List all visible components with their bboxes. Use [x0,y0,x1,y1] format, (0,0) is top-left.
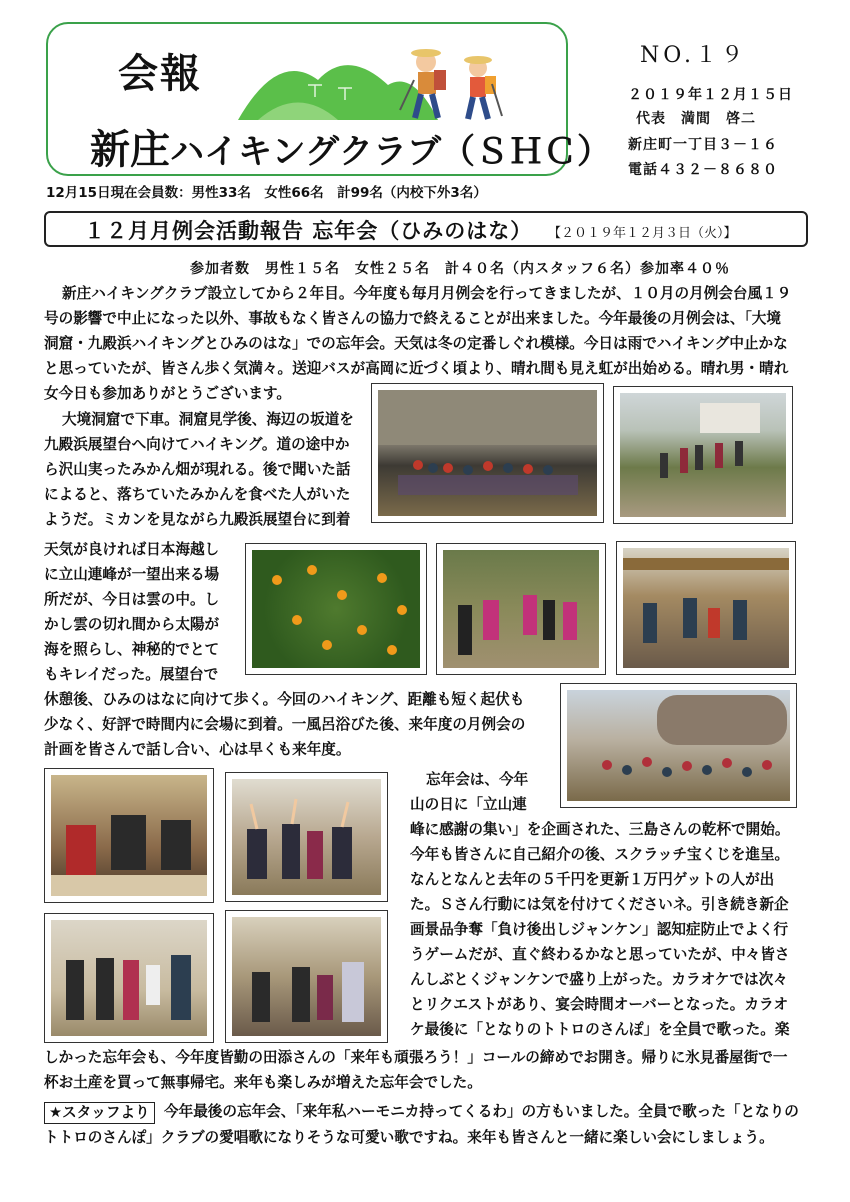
body-line: 画景品争奪「負け後出しジャンケン」認知症防止でよく行 [410,921,789,938]
forest-path-photo [436,543,606,675]
body-line: 海を照らし、神秘的でとて [44,641,220,658]
body-line: 新庄ハイキングクラブ設立してから２年目。今年度も毎月月例会を行ってきましたが、１０月の月例会台風１９ [62,285,792,302]
body-line: ケ最後に「となりのトトロのさんぽ」を全員で歌った。楽 [410,1021,790,1038]
body-line: 休憩後、ひみのはなに向けて歩く。今回のハイキング、距離も短く起伏も [44,691,525,708]
report-date: 【２０１９年１２月３日（火）】 [548,226,737,241]
attendance-line: 参加者数 男性１５名 女性２５名 計４０名（内スタッフ６名）参加率４０％ [190,261,730,277]
body-line: 杯お土産を買って無事帰宅。来年も楽しみが増えた忘年会でした。 [44,1074,482,1091]
club-address: 新庄町一丁目３－１６ [628,137,778,153]
body-line: 女今日も参加ありがとうございます。 [44,385,291,402]
body-line: んしぶとくジャンケンで盛り上がった。カラオケでは次々 [410,971,788,988]
observatory-rest-photo [616,541,796,675]
body-line: 洞窟・九殿浜ハイキングとひみのはな」での忘年会。天気は冬の定番しぐれ模様。今日は雨でハイキング中止かな [44,335,788,352]
hikers-illustration [238,40,538,122]
body-line: もキレイだった。展望台で [44,666,219,683]
body-line: とリクエストがあり、宴会時間オーバーとなった。カラオ [410,996,789,1013]
staff-comment-line: 今年最後の忘年会、「来年私ハーモニカ持ってくるわ」の方もいました。全員で歌った「となりの [164,1103,799,1120]
club-phone: 電話４３２－８６８０ [628,162,778,178]
newsletter-label: 会報 [118,51,202,97]
body-line: 忘年会は、今年 [426,771,529,788]
report-title: １２月月例会活動報告 忘年会（ひみのはな） [84,219,533,243]
cave-group-photo [371,383,604,523]
body-line: に立山連峰が一望出来る場 [44,566,220,583]
body-line: なんとなんと去年の５千円を更新１万円ゲットの人が出 [410,871,775,888]
hall-group-photo [560,683,797,808]
body-line: うゲームだが、直ぐ終わるかなと思っていたが、中々皆さ [410,946,790,963]
club-name-rest: ハイキングクラブ（ＳＨＣ） [170,132,611,172]
body-line: 大境洞窟で下車。洞窟見学後、海辺の坂道を [62,411,354,428]
banquet-table-photo [44,768,214,903]
issue-date: ２０１９年１２月１５日 [628,87,793,103]
body-line: かし雲の切れ間から太陽が [44,616,220,633]
self-intro-photo [44,913,214,1043]
body-line: 山の日に「立山連 [410,796,527,813]
issue-number: NO.１９ [640,43,747,68]
body-line: 計画を皆さんで話し合い、心は早くも来年度。 [44,741,351,758]
janken-game-photo [225,910,388,1043]
toast-photo [225,772,388,902]
stairs-hiking-photo [613,386,793,524]
body-line: 所だが、今日は雲の中。し [44,591,220,608]
mikan-orchard-photo [245,543,427,675]
body-line: 峰に感謝の集い」を企画された、三島さんの乾杯で開始。 [410,821,790,838]
body-line: 九殿浜展望台へ向けてハイキング。道の途中か [44,436,350,453]
representative: 代表 満間 啓二 [636,111,756,127]
body-line: ら沢山実ったみかん畑が現れる。後で聞いた話 [44,461,351,478]
body-line: 少なく、好評で時間内に会場に到着。一風呂浴びた後、来年度の月例会の [44,716,526,733]
club-name [90,118,611,175]
body-line: によると、落ちていたみかんを食べた人がいた [44,486,351,503]
body-line: 今年も皆さんに自己紹介の後、スクラッチ宝くじを進呈。 [410,846,790,863]
body-line: ようだ。ミカンを見ながら九殿浜展望台に到着 [44,511,351,528]
body-line: と思っていたが、皆さん歩く気満々。送迎バスが高岡に近づく頃より、晴れ間も見え虹が出始める。晴れ男・晴れ [44,360,789,377]
body-line: 号の影響で中止になった以外、事故もなく皆さんの協力で終えることが出来ました。今年最後の月例会は、「大境 [44,310,781,327]
club-name-prefix: 新庄 [90,127,170,173]
staff-label: ★スタッフより [44,1102,155,1124]
body-line: た。Ｓさん行動には気を付けてくださいネ。引き続き新企 [410,896,789,913]
member-count: 12月15日現在会員数：男性33名 女性66名 計99名（内校下外3名） [46,185,487,201]
body-line: 天気が良ければ日本海越し [44,541,220,558]
staff-comment-line: トトロのさんぽ」クラブの愛唱歌になりそうな可愛い歌ですね。来年も皆さんと一緒に楽しい会にしましょう。 [44,1129,774,1146]
body-line: しかった忘年会も、今年度皆勤の田添さんの「来年も頑張ろう！」コールの締めでお開き。帰りに氷見番屋街で一 [44,1049,788,1066]
